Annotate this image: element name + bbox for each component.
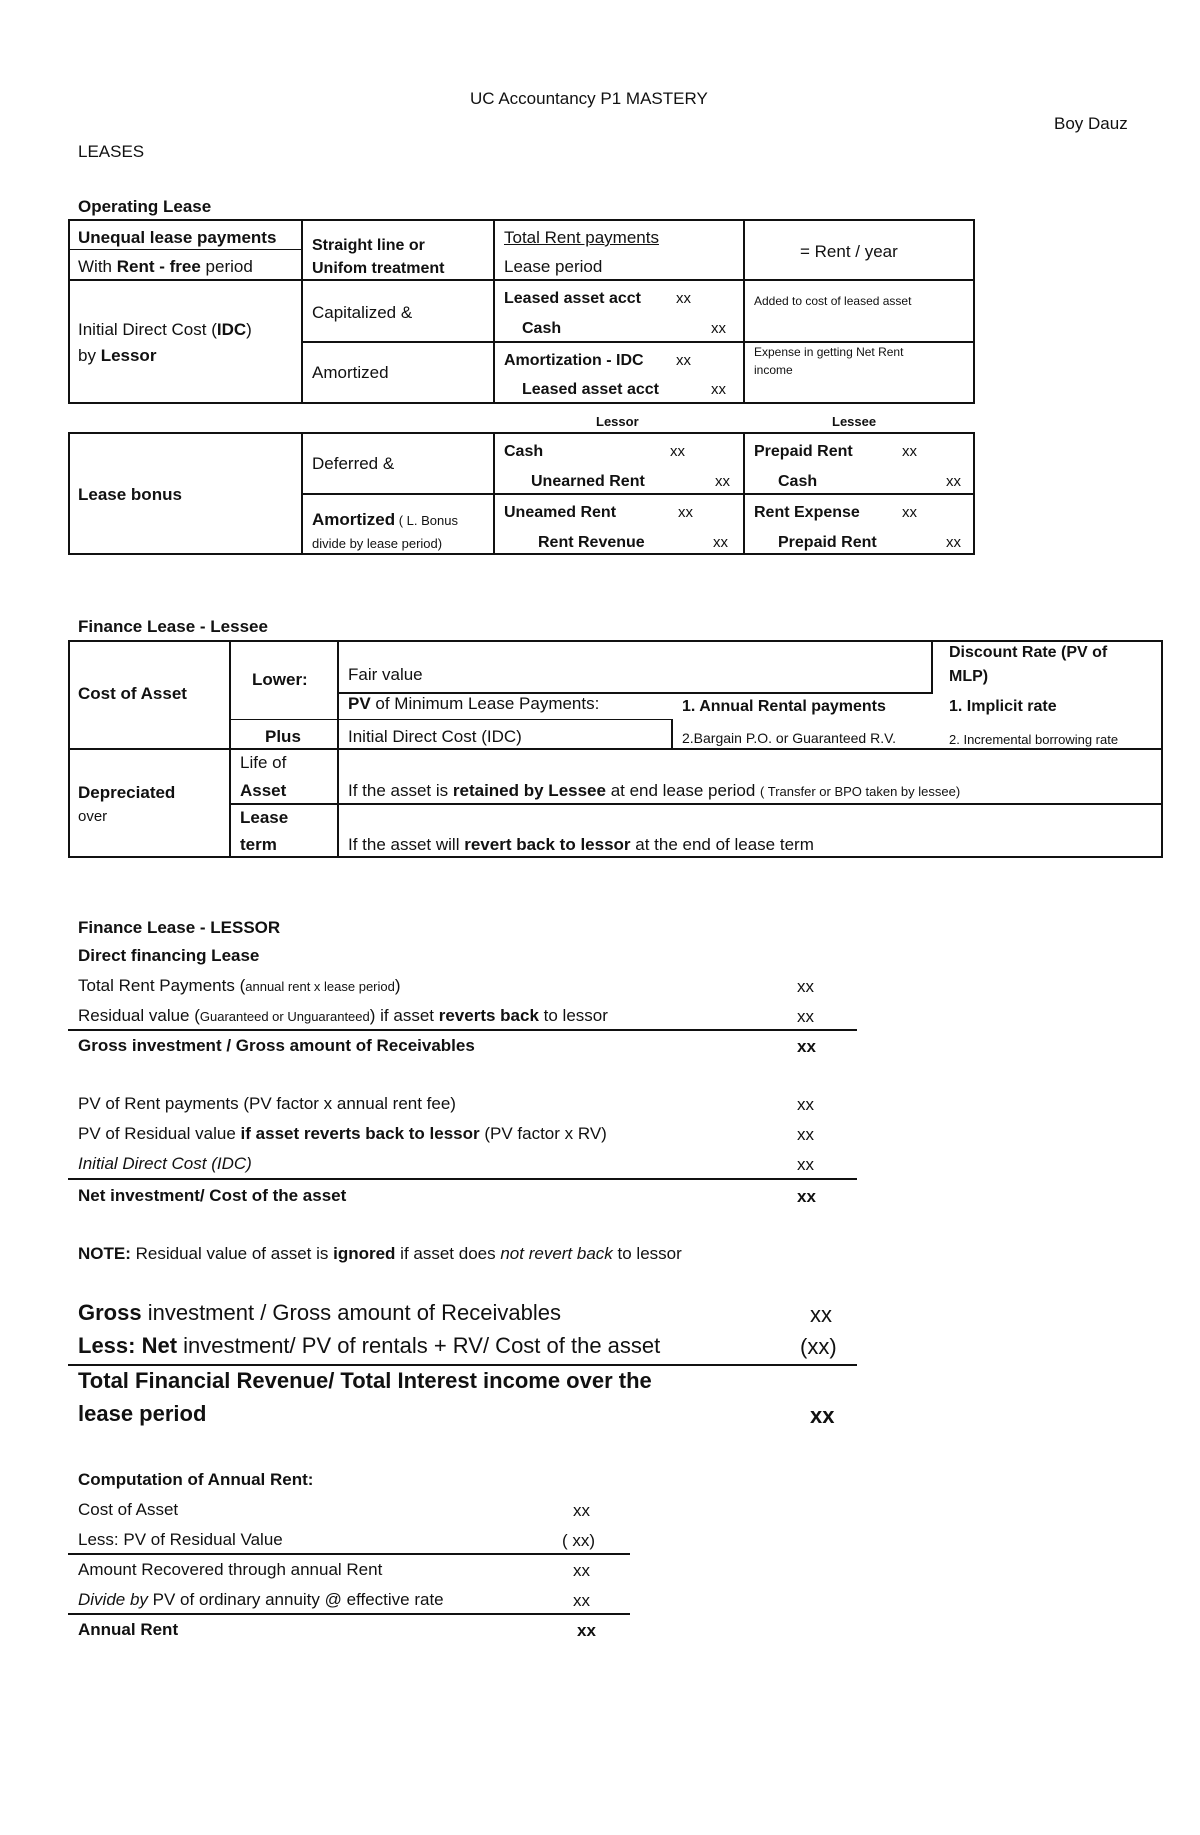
depreciated-label: Depreciated (78, 783, 176, 802)
bonus-def-lessee-credit-xx: xx (946, 473, 961, 490)
lessee-column-header: Lessee (832, 414, 877, 429)
rent-free-label: With Rent - free period (78, 257, 253, 276)
operating-lease-heading: Operating Lease (78, 197, 212, 216)
discount-rate-label-b: MLP) (949, 668, 989, 685)
bonus-def-lessor-debit-xx: xx (670, 443, 685, 460)
annual-rental-label: 1. Annual Rental payments (682, 698, 886, 715)
bonus-am-lessee-debit-xx: xx (902, 504, 917, 521)
idc-label-b: by Lessor (78, 346, 157, 365)
straight-line-label: Straight line or (312, 237, 425, 254)
summary-total-line-b: lease period (78, 1401, 207, 1426)
annual-rent-cost-of-asset-xx: xx (573, 1501, 590, 1520)
bonus-am-lessor-credit-xx: xx (713, 534, 728, 551)
pv-mlp-label: PV of Minimum Lease Payments: (348, 694, 600, 713)
uniform-treatment-label: Unifom treatment (312, 260, 445, 277)
unequal-payments-label: Unequal lease payments (78, 228, 277, 247)
annual-rent-divide-by-xx: xx (573, 1591, 590, 1610)
bonus-am-lessee-credit-xx: xx (946, 534, 961, 551)
bonus-def-lessee-credit: Cash (778, 473, 818, 490)
bonus-am-lessor-debit-xx: xx (678, 504, 693, 521)
idc-am-debit-xx: xx (676, 352, 691, 369)
gross-investment-line: Gross investment / Gross amount of Receivables (78, 1036, 475, 1055)
summary-gross-xx: xx (810, 1302, 832, 1327)
annual-rent-less-pv-rv: Less: PV of Residual Value (78, 1530, 283, 1549)
finance-lessor-heading: Finance Lease - LESSOR (78, 918, 281, 937)
lease-term-b: term (240, 835, 277, 854)
pv-residual-value-line: PV of Residual value if asset reverts back to lessor (PV factor x RV) (78, 1124, 607, 1143)
annual-rent-amount-recovered: Amount Recovered through annual Rent (78, 1560, 383, 1579)
direct-financing-heading: Direct financing Lease (78, 946, 260, 965)
idc-amortized: Amortized (312, 363, 389, 382)
annual-rent-result: Annual Rent (78, 1620, 179, 1639)
residual-value-xx: xx (797, 1007, 814, 1026)
idc-am-credit-xx: xx (711, 381, 726, 398)
idc-lessor-line: Initial Direct Cost (IDC) (78, 1154, 252, 1173)
finance-lessee-heading: Finance Lease - Lessee (78, 617, 268, 636)
annual-rent-cost-of-asset: Cost of Asset (78, 1500, 179, 1519)
bonus-amortized-note: divide by lease period) (312, 536, 443, 551)
pv-rent-payments-xx: xx (797, 1095, 814, 1114)
pv-rent-payments-line: PV of Rent payments (PV factor x annual rent fee) (78, 1094, 456, 1113)
idc-am-debit: Amortization - IDC (504, 352, 644, 369)
idc-capitalized: Capitalized & (312, 303, 413, 322)
summary-gross-line: Gross investment / Gross amount of Receivables (78, 1300, 562, 1325)
lease-bonus-label: Lease bonus (78, 485, 182, 504)
total-rent-payments-xx: xx (797, 977, 814, 996)
annual-rent-heading: Computation of Annual Rent: (78, 1470, 314, 1489)
bonus-def-lessor-credit: Unearned Rent (531, 473, 645, 490)
summary-total-xx: xx (810, 1403, 835, 1428)
discount-rate-label-a: Discount Rate (PV of (949, 644, 1108, 661)
bonus-am-lessor-debit: Uneamed Rent (504, 504, 617, 521)
implicit-rate-label: 1. Implicit rate (949, 698, 1057, 715)
idc-cap-debit: Leased asset acct (504, 290, 641, 307)
life-of-asset-text: If the asset is retained by Lessee at end lease period ( Transfer or BPO taken by lessee) (348, 781, 961, 800)
bonus-amortized: Amortized ( L. Bonus (312, 510, 458, 529)
fair-value-label: Fair value (348, 665, 423, 684)
idc-cap-credit: Cash (522, 320, 562, 337)
rent-fraction-numerator: Total Rent payments (504, 228, 659, 247)
incremental-rate-label: 2. Incremental borrowing rate (949, 732, 1119, 747)
pv-residual-value-xx: xx (797, 1125, 814, 1144)
total-rent-payments-line: Total Rent Payments (annual rent x lease period) (78, 976, 401, 995)
bonus-am-lessee-debit: Rent Expense (754, 504, 860, 521)
idc-label-a: Initial Direct Cost (IDC) (78, 320, 252, 339)
idc-lessee-label: Initial Direct Cost (IDC) (348, 727, 522, 746)
summary-less-line: Less: Net investment/ PV of rentals + RV/ Cost of the asset (78, 1333, 661, 1358)
idc-am-note-b: income (754, 363, 793, 377)
residual-value-note: NOTE: Residual value of asset is ignored if asset does not revert back to lessor (78, 1244, 682, 1263)
bonus-deferred: Deferred & (312, 454, 395, 473)
residual-value-line: Residual value (Guaranteed or Unguaranteed) if asset reverts back to lessor (78, 1006, 608, 1025)
idc-cap-note: Added to cost of leased asset (754, 294, 912, 308)
net-investment-line: Net investment/ Cost of the asset (78, 1186, 347, 1205)
rent-per-year: = Rent / year (800, 242, 898, 261)
lease-term-a: Lease (240, 808, 289, 827)
idc-am-credit: Leased asset acct (522, 381, 659, 398)
life-of-asset-a: Life of (240, 753, 287, 772)
bonus-def-lessee-debit: Prepaid Rent (754, 443, 853, 460)
bargain-label: 2.Bargain P.O. or Guaranteed R.V. (682, 730, 897, 746)
life-of-asset-b: Asset (240, 781, 287, 800)
rent-fraction-denominator: Lease period (504, 257, 603, 276)
gross-investment-xx: xx (797, 1037, 816, 1056)
topic-heading: LEASES (78, 142, 145, 161)
bonus-def-lessor-debit: Cash (504, 443, 544, 460)
idc-am-note-a: Expense in getting Net Rent (754, 345, 904, 359)
author-name: Boy Dauz (1054, 114, 1128, 133)
plus-label: Plus (265, 727, 301, 746)
lessor-column-header: Lessor (596, 414, 639, 429)
document-title: UC Accountancy P1 MASTERY (470, 89, 708, 108)
idc-cap-debit-xx: xx (676, 290, 691, 307)
bonus-def-lessor-credit-xx: xx (715, 473, 730, 490)
summary-total-line-a: Total Financial Revenue/ Total Interest income over the (78, 1368, 652, 1393)
lease-term-text: If the asset will revert back to lessor at the end of lease term (348, 835, 814, 854)
lower-label: Lower: (252, 670, 308, 689)
cost-of-asset-label: Cost of Asset (78, 684, 187, 703)
idc-cap-credit-xx: xx (711, 320, 726, 337)
annual-rent-less-pv-rv-xx: ( xx) (562, 1531, 596, 1550)
bonus-am-lessor-credit: Rent Revenue (538, 534, 645, 551)
summary-less-xx: (xx) (800, 1334, 837, 1359)
bonus-def-lessee-debit-xx: xx (902, 443, 917, 460)
annual-rent-amount-recovered-xx: xx (573, 1561, 590, 1580)
idc-lessor-xx: xx (797, 1155, 814, 1174)
annual-rent-result-xx: xx (577, 1621, 596, 1640)
annual-rent-divide-by: Divide by PV of ordinary annuity @ effective rate (78, 1590, 444, 1609)
net-investment-xx: xx (797, 1187, 816, 1206)
depreciated-over-label: over (78, 808, 108, 825)
bonus-am-lessee-credit: Prepaid Rent (778, 534, 877, 551)
